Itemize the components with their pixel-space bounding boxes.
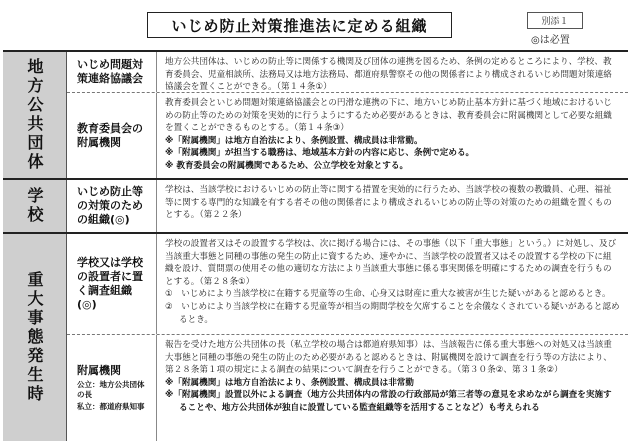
category-local-government <box>3 52 67 178</box>
attachment-label: 別添１ <box>527 12 583 29</box>
note: ※「附属機関」は地方自治法により、条例設置、構成員は非常勤 <box>165 377 414 388</box>
category-label: 地方公共団体 <box>25 58 44 172</box>
category-serious-incident <box>3 234 67 441</box>
desc-text: 学校は、当該学校におけるいじめの防止等に関する措置を実効的に行うため、当該学校の複数の教職員、心理、福祉等に関する専門的な知識を有する者その他の関係者により構成されるいじめの防止等の対策のための組織を置くものとする。（第２２条） <box>165 185 612 221</box>
org-name: 附属機関 <box>77 364 121 377</box>
desc-text: 報告を受けた地方公共団体の長（私立学校の場合は都道府県知事）は、当該報告に係る重大事態への対処又は当該重大事態と同種の事態の発生の防止のため必要があると認めるときは、附属機関を設けて調査を行う等の方法により、第２８条第１項の規定による調査の結果について調査を行うことができる。（第３０条②、第３１条②） <box>165 340 612 376</box>
desc-investigation-body <box>157 234 628 334</box>
org-name: 教育委員会の附属機関 <box>77 121 143 149</box>
desc-text: 地方公共団体は、いじめの防止等に関係する機関及び団体の連携を図るため、条例の定めるところにより、学校、教育委員会、児童相談所、法務局又は地方法務局、都道府県警察その他の関係者により構成されるいじめ問題対策連絡協議会を置くことができる。（第１４条①） <box>165 57 612 92</box>
org-name: 学校又は学校の設置者に置く調査組織(◎) <box>77 256 143 311</box>
org-liaison-council <box>67 52 157 92</box>
desc-liaison-council <box>157 52 628 92</box>
org-sub-public: 公立：地方公共団体の長 <box>77 380 145 399</box>
required-legend: ◎は必置 <box>531 35 570 46</box>
desc-text: 学校の設置者又はその設置する学校は、次に掲げる場合には、その事態（以下「重大事態」という。）に対処し、及び当該重大事態と同種の事態の発生の防止に資するため、速やかに、当該学校の設置者又はその設置する学校の下に組織を設け、質問票の使用その他の適切な方法により当該重大事態に係る事実関係を明確にするための調査を行うものとする。（第２８条①） <box>165 239 617 287</box>
category-label: 重大事態発生時 <box>25 271 44 404</box>
desc-board-affiliate <box>157 93 628 178</box>
org-investigation-body <box>67 234 157 334</box>
note: ※「附属機関」が担当する職務は、地域基本方針の内容に応じ、条例で定める。 <box>165 148 475 159</box>
organization-table <box>3 50 628 439</box>
list-item: ② いじめにより当該学校に在籍する児童等が相当の期間学校を欠席することを余儀なくされている疑いがあると認めるとき。 <box>165 301 620 325</box>
category-label: 学校 <box>25 187 44 225</box>
note: ※ 教育委員会の附属機関であるため、公立学校を対象とする。 <box>165 160 409 171</box>
org-sub-private: 私立：都道府県知事 <box>77 402 145 411</box>
org-name: いじめ防止等の対策のための組織(◎) <box>77 185 143 226</box>
list-item: ① いじめにより当該学校に在籍する児童等の生命、心身又は財産に重大な被害が生じた疑いがあると認めるとき。 <box>165 289 611 300</box>
org-affiliated-body <box>67 335 157 441</box>
note: ※「附属機関」設置以外による調査（地方公共団体内の常設の行政部局が第三者等の意見を求めながら調査を実施することや、地方公共団体が独自に設置している監査組織等を活用することなど）も考えられる <box>165 390 612 413</box>
desc-affiliated-body <box>157 335 628 441</box>
org-school-committee <box>67 180 157 232</box>
org-name: いじめ問題対策連絡協議会 <box>77 58 143 85</box>
org-board-affiliate <box>67 93 157 178</box>
category-school <box>3 180 67 232</box>
page-title: いじめ防止対策推進法に定める組織 <box>147 12 452 38</box>
desc-text: 教育委員会といじめ問題対策連絡協議会との円滑な連携の下に、地方いじめ防止基本方針に基づく地域におけるいじめの防止等のための対策を実効的に行うようにするため必要があるときは、教育委員会に附属機関として必要な組織を置くことができるものとする。（第１４条③） <box>165 98 612 134</box>
desc-school-committee <box>157 180 628 232</box>
note: ※「附属機関」は地方自治法により、条例設置、構成員は非常勤。 <box>165 135 423 146</box>
